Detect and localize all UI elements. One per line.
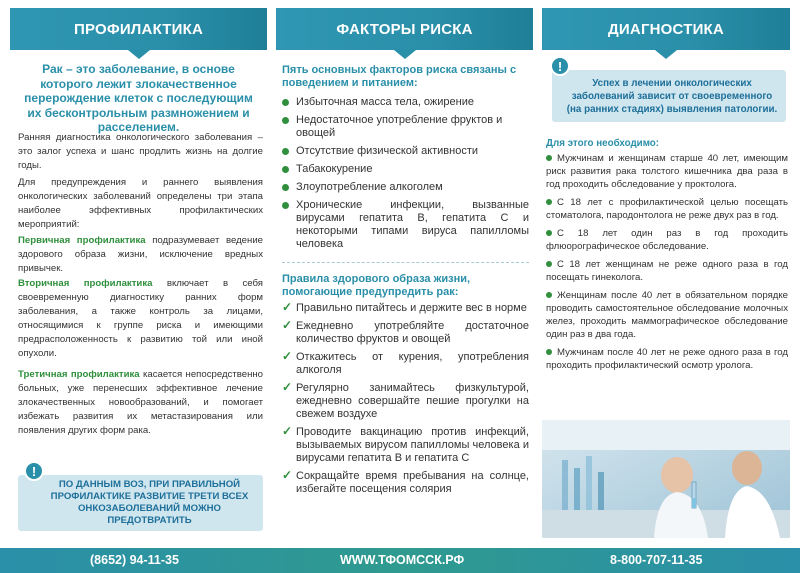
check-icon: ✓ xyxy=(282,468,293,482)
footer-bar xyxy=(0,548,800,573)
list-item: Хронические инфекции, вызванные вирусами гепатита В, гепатита С и некоторыми типами вируса папилломы человека xyxy=(282,199,529,251)
check-icon: ✓ xyxy=(282,349,293,363)
check-icon: ✓ xyxy=(282,380,293,394)
secondary-prevention-label: Вторичная профилактика xyxy=(18,278,153,289)
list-item: Злоупотребление алкоголем xyxy=(282,181,529,194)
list-item: ✓ Проводите вакцинацию против инфекций, вызываемых вирусом папилломы человека и вирусами гепатита В и гепатита С xyxy=(282,424,529,464)
risk-column xyxy=(276,0,533,548)
primary-prevention-text: подразумевает ведение здорового образа жизни, исключение вредных привычек. xyxy=(18,235,264,274)
who-callout-text: ПО ДАННЫМ ВОЗ, ПРИ ПРАВИЛЬНОЙ ПРОФИЛАКТИКЕ РАЗВИТИЕ ТРЕТИ ВСЕХ ОНКОЗАБОЛЕВАНИЙ МОЖНО ПРЕДОТВРАТИТЬ xyxy=(50,479,249,526)
primary-prevention-paragraph xyxy=(18,234,263,276)
list-item: Женщинам после 40 лет в обязательном порядке проводить самостоятельное обследование молочных желез, проходить маммографическое обследование один раз в два года. xyxy=(546,290,788,340)
bullet-icon xyxy=(546,292,552,298)
diagnostics-header xyxy=(542,8,790,50)
secondary-prevention-text: включает в себя своевременную диагностику ранних форм заболевания, а также контроль за лицами, относящимися к группе риска и имеющими предрасположенность к развитию той или иной опухоли. xyxy=(18,278,263,359)
tertiary-prevention-paragraph xyxy=(18,368,263,438)
list-item: Недостаточное употребление фруктов и овощей xyxy=(282,114,529,140)
bullet-icon xyxy=(546,199,552,205)
bullet-icon xyxy=(546,230,552,236)
footer-phone[interactable]: (8652) 94-11-35 xyxy=(90,553,179,567)
list-item: ✓ Сокращайте время пребывания на солнце, избегайте посещения солярия xyxy=(282,468,529,495)
lab-photo xyxy=(542,420,790,538)
list-item: Табакокурение xyxy=(282,163,529,176)
prevention-column xyxy=(10,0,267,548)
healthy-rules-list xyxy=(282,302,529,501)
diagnostics-list xyxy=(546,152,788,377)
laboratory-image xyxy=(542,420,790,538)
list-item: ✓ Правильно питайтесь и держите вес в норме xyxy=(282,300,527,314)
success-callout-text: Успех в лечении онкологических заболеваний зависит от своевременного (на ранних стадиях) выявления патологии. xyxy=(566,77,778,115)
section-divider xyxy=(282,262,529,263)
early-diagnosis-paragraph: Ранняя диагностика онкологического заболевания – это залог успеха и шанс продлить жизнь на долгие годы. xyxy=(18,132,263,171)
bullet-icon xyxy=(546,155,552,161)
secondary-prevention-paragraph xyxy=(18,277,263,361)
risk-title: ФАКТОРЫ РИСКА xyxy=(336,20,473,38)
bullet-icon xyxy=(282,184,289,191)
bullet-icon xyxy=(282,99,289,106)
risk-header xyxy=(276,8,533,50)
primary-prevention-label: Первичная профилактика xyxy=(18,235,146,246)
list-item: ✓ Откажитесь от курения, употребления алкоголя xyxy=(282,349,529,376)
stages-paragraph: Для предупреждения и раннего выявления онкологических заболеваний определены три этапа наиболее эффективных профилактических мероприятий: xyxy=(18,177,263,230)
diagnostics-column xyxy=(542,0,790,548)
list-item: С 18 лет женщинам не реже одного раза в год посещать гинеколога. xyxy=(546,259,788,283)
list-item: Мужчинам и женщинам старше 40 лет, имеющим риск развития рака толстого кишечника два раза в год проходить обследование у проктолога. xyxy=(546,153,788,190)
list-item: Отсутствие физической активности xyxy=(282,145,529,158)
list-item: ✓ Ежедневно употребляйте достаточное количество фруктов и овощей xyxy=(282,318,529,345)
prevention-header xyxy=(10,8,267,50)
exclamation-icon: ! xyxy=(550,56,570,76)
rules-title: Правила здорового образа жизни, помогающие предупредить рак: xyxy=(282,273,471,298)
bullet-icon xyxy=(546,349,552,355)
check-icon: ✓ xyxy=(282,318,293,332)
risk-factors-list xyxy=(282,96,529,256)
cancer-definition: Рак – это заболевание, в основе которого лежит злокачественное перерождение клеток с последующим их бесконтрольным размножением и расселением. xyxy=(24,62,253,134)
prevention-title: ПРОФИЛАКТИКА xyxy=(73,20,204,38)
list-item: ✓ Регулярно занимайтесь физкультурой, ежедневно совершайте пешие прогулки на свежем воздухе xyxy=(282,380,529,420)
diagnostics-title: ДИАГНОСТИКА xyxy=(608,20,724,38)
factors-title: Пять основных факторов риска связаны с поведением и питанием: xyxy=(282,64,517,89)
needed-heading: Для этого необходимо: xyxy=(546,138,660,149)
bullet-icon xyxy=(282,148,289,155)
tertiary-prevention-label: Третичная профилактика xyxy=(18,369,140,380)
list-item: С 18 лет с профилактической целью посещать стоматолога, пародонтолога не реже двух раз в год. xyxy=(546,197,788,221)
footer-website-link[interactable]: WWW.ТФОМСCК.РФ xyxy=(340,553,465,567)
list-item: Мужчинам после 40 лет не реже одного раза в год проходить профилактический осмотр уролога. xyxy=(546,347,788,371)
bullet-icon xyxy=(282,202,289,209)
bullet-icon xyxy=(282,166,289,173)
tertiary-prevention-text: касается непосредственно больных, уже перенесших эффективное лечение злокачественных новообразований, и помогает избежать развития их метастазирования или появления других форм рака. xyxy=(18,369,263,436)
success-callout xyxy=(552,70,786,122)
exclamation-icon: ! xyxy=(24,461,44,481)
bullet-icon xyxy=(282,117,289,124)
check-icon: ✓ xyxy=(282,424,293,438)
check-icon: ✓ xyxy=(282,300,293,314)
who-callout xyxy=(18,475,263,531)
footer-hotline[interactable]: 8-800-707-11-35 xyxy=(610,553,703,567)
list-item: С 18 лет один раз в год проходить флюорографическое обследование. xyxy=(546,228,788,252)
bullet-icon xyxy=(546,261,552,267)
list-item: Избыточная масса тела, ожирение xyxy=(282,96,529,109)
